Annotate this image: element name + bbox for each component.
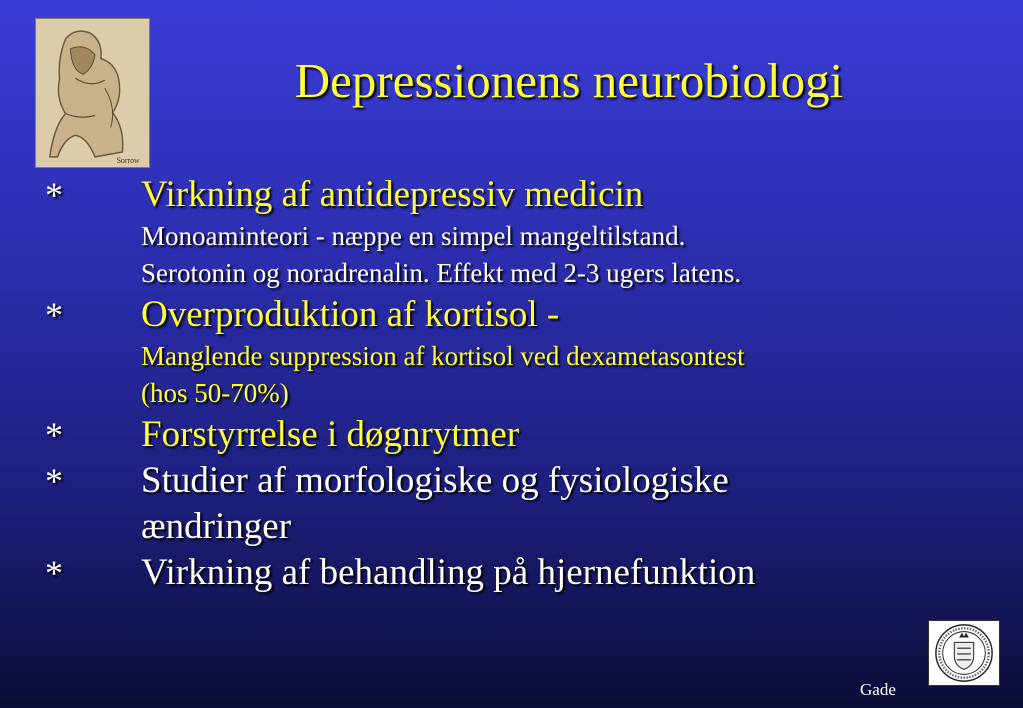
bullet-item xyxy=(45,458,995,550)
bullet-marker: * xyxy=(45,553,63,593)
bullet-heading: Forstyrrelse i døgnrytmer xyxy=(141,414,520,455)
bullet-heading: Studier af morfologiske og fysiologiske xyxy=(141,460,729,501)
bullet-item xyxy=(45,172,995,292)
slide-title: Depressionens neurobiologi xyxy=(294,53,844,108)
bullet-marker: * xyxy=(45,295,63,335)
bullet-marker: * xyxy=(45,461,63,501)
bullet-subtext: Manglende suppression af kortisol ved dexametasontest xyxy=(141,341,745,371)
university-seal-logo xyxy=(928,620,1000,686)
sketch-caption: Sorrow xyxy=(116,155,140,165)
bullet-heading: Virkning af behandling på hjernefunktion xyxy=(141,552,756,593)
bullet-subtext: Serotonin og noradrenalin. Effekt med 2-3 ugers latens. xyxy=(141,258,742,288)
bullet-item xyxy=(45,550,995,596)
bullet-marker: * xyxy=(45,175,63,215)
bullet-subtext: (hos 50-70%) xyxy=(141,378,289,408)
bullet-list xyxy=(45,172,995,596)
bullet-item xyxy=(45,292,995,412)
footer-author: Gade xyxy=(860,680,896,699)
bullet-subtext: Monoaminteori - næppe en simpel mangeltilstand. xyxy=(141,221,686,251)
bullet-marker: * xyxy=(45,415,63,455)
bullet-heading: Virkning af antidepressiv medicin xyxy=(141,174,644,215)
seal-icon xyxy=(929,621,999,685)
bullet-item xyxy=(45,412,995,458)
bullet-heading-continued: ændringer xyxy=(141,506,292,547)
bullet-heading: Overproduktion af kortisol - xyxy=(141,294,560,335)
